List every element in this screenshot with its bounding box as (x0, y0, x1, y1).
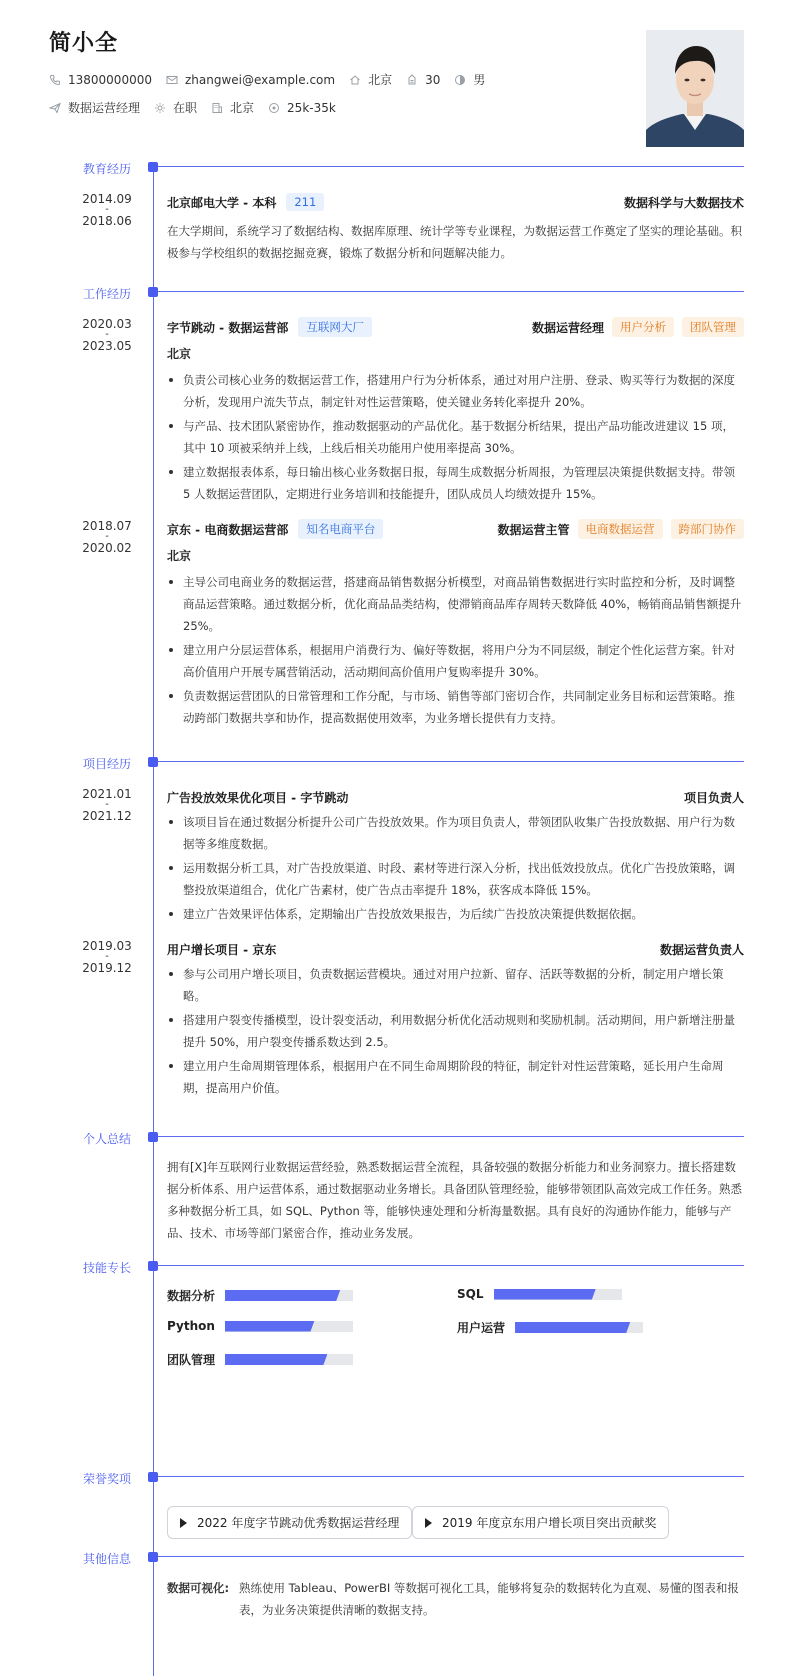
gear-icon (154, 102, 166, 114)
work-location: 北京 (167, 347, 192, 361)
date-start: 2021.01 (82, 787, 132, 801)
date-start: 2014.09 (82, 192, 132, 206)
project-entry (167, 939, 744, 1101)
gender-info (454, 71, 485, 88)
mail-icon (166, 74, 178, 86)
section-title-other: 其他信息 (82, 1552, 131, 1566)
education-description: 在大学期间，系统学习了数据结构、数据库原理、统计学等专业课程，为数据运营工作奠定了坚实的理论基础。积极参与学校组织的数据挖掘竞赛，锻炼了数据分析和问题解决能力。 (167, 224, 742, 260)
project-bullets (167, 811, 744, 925)
list-item: 与产品、技术团队紧密协作，推动数据驱动的产品优化。基于数据分析结果，提出产品功能改进建议 15 项，其中 10 项被采纳并上线，上线后相关功能用户使用率提高 30%。 (167, 415, 744, 459)
honor-item (167, 1506, 412, 1539)
city-info (211, 99, 254, 116)
education-entry (167, 192, 744, 264)
skill-item (457, 1287, 622, 1301)
skill-name: 用户运营 (457, 1321, 506, 1335)
skill-bar-fill (515, 1322, 630, 1333)
work-entry (167, 317, 744, 507)
date-end: 2023.05 (82, 339, 132, 353)
home-icon (349, 74, 361, 86)
list-item: 建立广告效果评估体系，定期输出广告投放效果报告，为后续广告投放决策提供数据依据。 (167, 903, 744, 925)
skill-item (167, 1319, 353, 1333)
date-range (60, 192, 154, 228)
list-item: 建立数据报表体系，每日输出核心业务数据日报，每周生成数据分析周报，为管理层决策提供数据支持。带领 5 人数据运营团队，定期进行业务培训和技能提升，团队成员人均绩效提升 15%。 (167, 461, 744, 505)
date-separator: - (105, 204, 109, 215)
skill-bar-fill (225, 1354, 327, 1365)
skill-bar (494, 1289, 622, 1300)
section-marker (148, 757, 158, 767)
skill-bar-fill (225, 1290, 340, 1301)
date-start: 2020.03 (82, 317, 132, 331)
candidate-name: 简小全 (49, 31, 119, 56)
date-end: 2021.12 (82, 809, 132, 823)
building-icon (211, 102, 223, 114)
gender: 男 (473, 73, 486, 87)
age: 30 (425, 72, 441, 87)
project-name: 广告投放效果优化项目 - 字节跳动 (167, 790, 349, 805)
section-divider (153, 1136, 744, 1137)
date-separator: - (105, 329, 109, 340)
skill-name: 团队管理 (167, 1353, 216, 1367)
list-item: 该项目旨在通过数据分析提升公司广告投放效果。作为项目负责人，带领团队收集广告投放数据、用户行为数据等多维度数据。 (167, 811, 744, 855)
skill-bar (225, 1290, 353, 1301)
job-title-info (49, 99, 140, 116)
skill-bar (225, 1354, 353, 1365)
section-marker (148, 1132, 158, 1142)
section-divider (153, 761, 744, 762)
phone-info (49, 73, 152, 87)
skill-bar-fill (494, 1289, 596, 1300)
section-title-education: 教育经历 (82, 162, 131, 176)
list-item: 建立用户分层运营体系，根据用户消费行为、偏好等数据，将用户分为不同层级，制定个性化运营方案。针对高价值用户开展专属营销活动，活动期间高价值用户复购率提升 30%。 (167, 639, 744, 683)
major: 数据科学与大数据技术 (623, 195, 744, 210)
date-end: 2020.02 (82, 541, 132, 555)
section-title-projects: 项目经历 (82, 757, 131, 771)
section-divider (153, 166, 744, 167)
section-title-skills: 技能专长 (82, 1261, 131, 1275)
section-divider (153, 1476, 744, 1477)
company-name: 京东 - 电商数据运营部 (167, 522, 289, 537)
play-triangle-icon (180, 1518, 187, 1528)
project-name: 用户增长项目 - 京东 (167, 942, 277, 957)
job-role: 数据运营主管 (497, 522, 570, 537)
date-separator: - (105, 951, 109, 962)
skill-name: SQL (457, 1287, 484, 1301)
work-bullets (167, 571, 744, 729)
hometown-info (349, 71, 392, 88)
job-title: 数据运营经理 (68, 101, 141, 115)
honor-text: 2022 年度字节跳动优秀数据运营经理 (197, 1516, 400, 1530)
other-info (167, 1577, 744, 1621)
timeline-line (153, 170, 154, 1676)
list-item: 负责公司核心业务的数据运营工作，搭建用户行为分析体系，通过对用户注册、登录、购买等行为数据的深度分析，发现用户流失节点，制定针对性运营策略，使关键业务转化率提升 20%。 (167, 369, 744, 413)
project-role: 数据运营负责人 (659, 942, 744, 957)
section-divider (153, 1265, 744, 1266)
work-bullets (167, 369, 744, 505)
company-tag: 互联网大厂 (298, 317, 372, 337)
list-item: 负责数据运营团队的日常管理和工作分配，与市场、销售等部门密切合作，共同制定业务目标和运营策略。推动跨部门数据共享和协作，提高数据使用效率，为业务增长提供有力支持。 (167, 685, 744, 729)
section-title-summary: 个人总结 (82, 1132, 131, 1146)
section-divider (153, 1556, 744, 1557)
age-icon (406, 74, 418, 86)
status-info (154, 99, 197, 116)
section-marker (148, 1552, 158, 1562)
age-info (406, 73, 440, 87)
profile-photo (646, 30, 744, 147)
honor-item (412, 1506, 669, 1539)
skill-tag: 团队管理 (682, 317, 744, 337)
section-marker (148, 162, 158, 172)
personal-summary: 拥有[X]年互联网行业数据运营经验，熟悉数据运营全流程，具备较强的数据分析能力和业务洞察力。擅长搭建数据分析体系、用户运营体系，通过数据驱动业务增长。具备团队管理经验，能够带领团队高效完成工作任务。熟悉多种数据分析工具，如 SQL、Python 等，能够快速处理和分析海量数据。具有良好的沟通协作能力，能够与产品、技术、市场等部门紧密合作，推动业务发展。 (167, 1160, 742, 1240)
section-marker (148, 1261, 158, 1271)
date-range (60, 939, 154, 975)
job-role: 数据运营经理 (531, 320, 604, 335)
skill-tag: 跨部门协作 (671, 519, 745, 539)
skill-tag: 电商数据运营 (578, 519, 663, 539)
date-start: 2019.03 (82, 939, 132, 953)
skill-name: Python (167, 1319, 215, 1333)
section-marker (148, 1472, 158, 1482)
phone-icon (49, 74, 61, 86)
date-range (60, 787, 154, 823)
play-triangle-icon (425, 1518, 432, 1528)
skill-name: 数据分析 (167, 1289, 216, 1303)
salary-info (268, 101, 336, 115)
project-bullets (167, 963, 744, 1099)
expected-salary: 25k-35k (287, 100, 336, 115)
section-title-work: 工作经历 (82, 287, 131, 301)
date-end: 2018.06 (82, 214, 132, 228)
list-item: 搭建用户裂变传播模型，设计裂变活动，利用数据分析优化活动规则和奖励机制。活动期间，用户新增注册量提升 50%，用户裂变传播系数达到 2.5。 (167, 1009, 744, 1053)
other-label: 数据可视化: (167, 1581, 230, 1595)
target-city: 北京 (230, 101, 255, 115)
section-marker (148, 287, 158, 297)
date-range (60, 519, 154, 555)
list-item: 参与公司用户增长项目，负责数据运营模块。通过对用户拉新、留存、活跃等数据的分析，制定用户增长策略。 (167, 963, 744, 1007)
skill-item (167, 1351, 353, 1368)
section-title-honors: 荣誉奖项 (82, 1472, 131, 1486)
salary-icon (268, 102, 280, 114)
project-entry (167, 787, 744, 927)
date-start: 2018.07 (82, 519, 132, 533)
email-address: zhangwei@example.com (184, 72, 336, 87)
hometown: 北京 (368, 73, 393, 87)
school-name: 北京邮电大学 - 本科 (167, 195, 277, 210)
skill-item (457, 1319, 643, 1336)
section-divider (153, 291, 744, 292)
skill-item (167, 1287, 353, 1304)
gender-icon (454, 74, 466, 86)
school-tag: 211 (286, 193, 324, 211)
list-item: 主导公司电商业务的数据运营，搭建商品销售数据分析模型，对商品销售数据进行实时监控和分析，及时调整商品运营策略。通过数据分析，优化商品品类结构，使滞销商品库存周转天数降低 40%，畅销商品销售额提升 25%。 (167, 571, 744, 637)
honor-text: 2019 年度京东用户增长项目突出贡献奖 (442, 1516, 657, 1530)
date-range (60, 317, 154, 353)
company-name: 字节跳动 - 数据运营部 (167, 320, 289, 335)
work-entry (167, 519, 744, 731)
date-separator: - (105, 799, 109, 810)
work-status: 在职 (173, 101, 198, 115)
list-item: 运用数据分析工具，对广告投放渠道、时段、素材等进行深入分析，找出低效投放点。优化广告投放策略，调整投放渠道组合，优化广告素材，使广告点击率提升 18%，获客成本降低 15%。 (167, 857, 744, 901)
company-tag: 知名电商平台 (298, 519, 383, 539)
date-end: 2019.12 (82, 961, 132, 975)
avatar-portrait-icon (646, 30, 744, 147)
email-info (166, 73, 335, 87)
send-icon (49, 102, 61, 114)
job-row (49, 99, 350, 116)
skill-bar (225, 1321, 353, 1332)
date-separator: - (105, 531, 109, 542)
skill-bar-fill (225, 1321, 315, 1332)
list-item: 建立用户生命周期管理体系，根据用户在不同生命周期阶段的特征，制定针对性运营策略，延长用户生命周期，提高用户价值。 (167, 1055, 744, 1099)
skill-bar (515, 1322, 643, 1333)
other-text: 熟练使用 Tableau、PowerBI 等数据可视化工具，能够将复杂的数据转化为直观、易懂的图表和报表，为业务决策提供清晰的数据支持。 (239, 1581, 739, 1617)
phone-number: 13800000000 (68, 72, 152, 87)
project-role: 项目负责人 (683, 790, 744, 805)
contact-row (49, 71, 499, 88)
skill-tag: 用户分析 (612, 317, 674, 337)
work-location: 北京 (167, 549, 192, 563)
